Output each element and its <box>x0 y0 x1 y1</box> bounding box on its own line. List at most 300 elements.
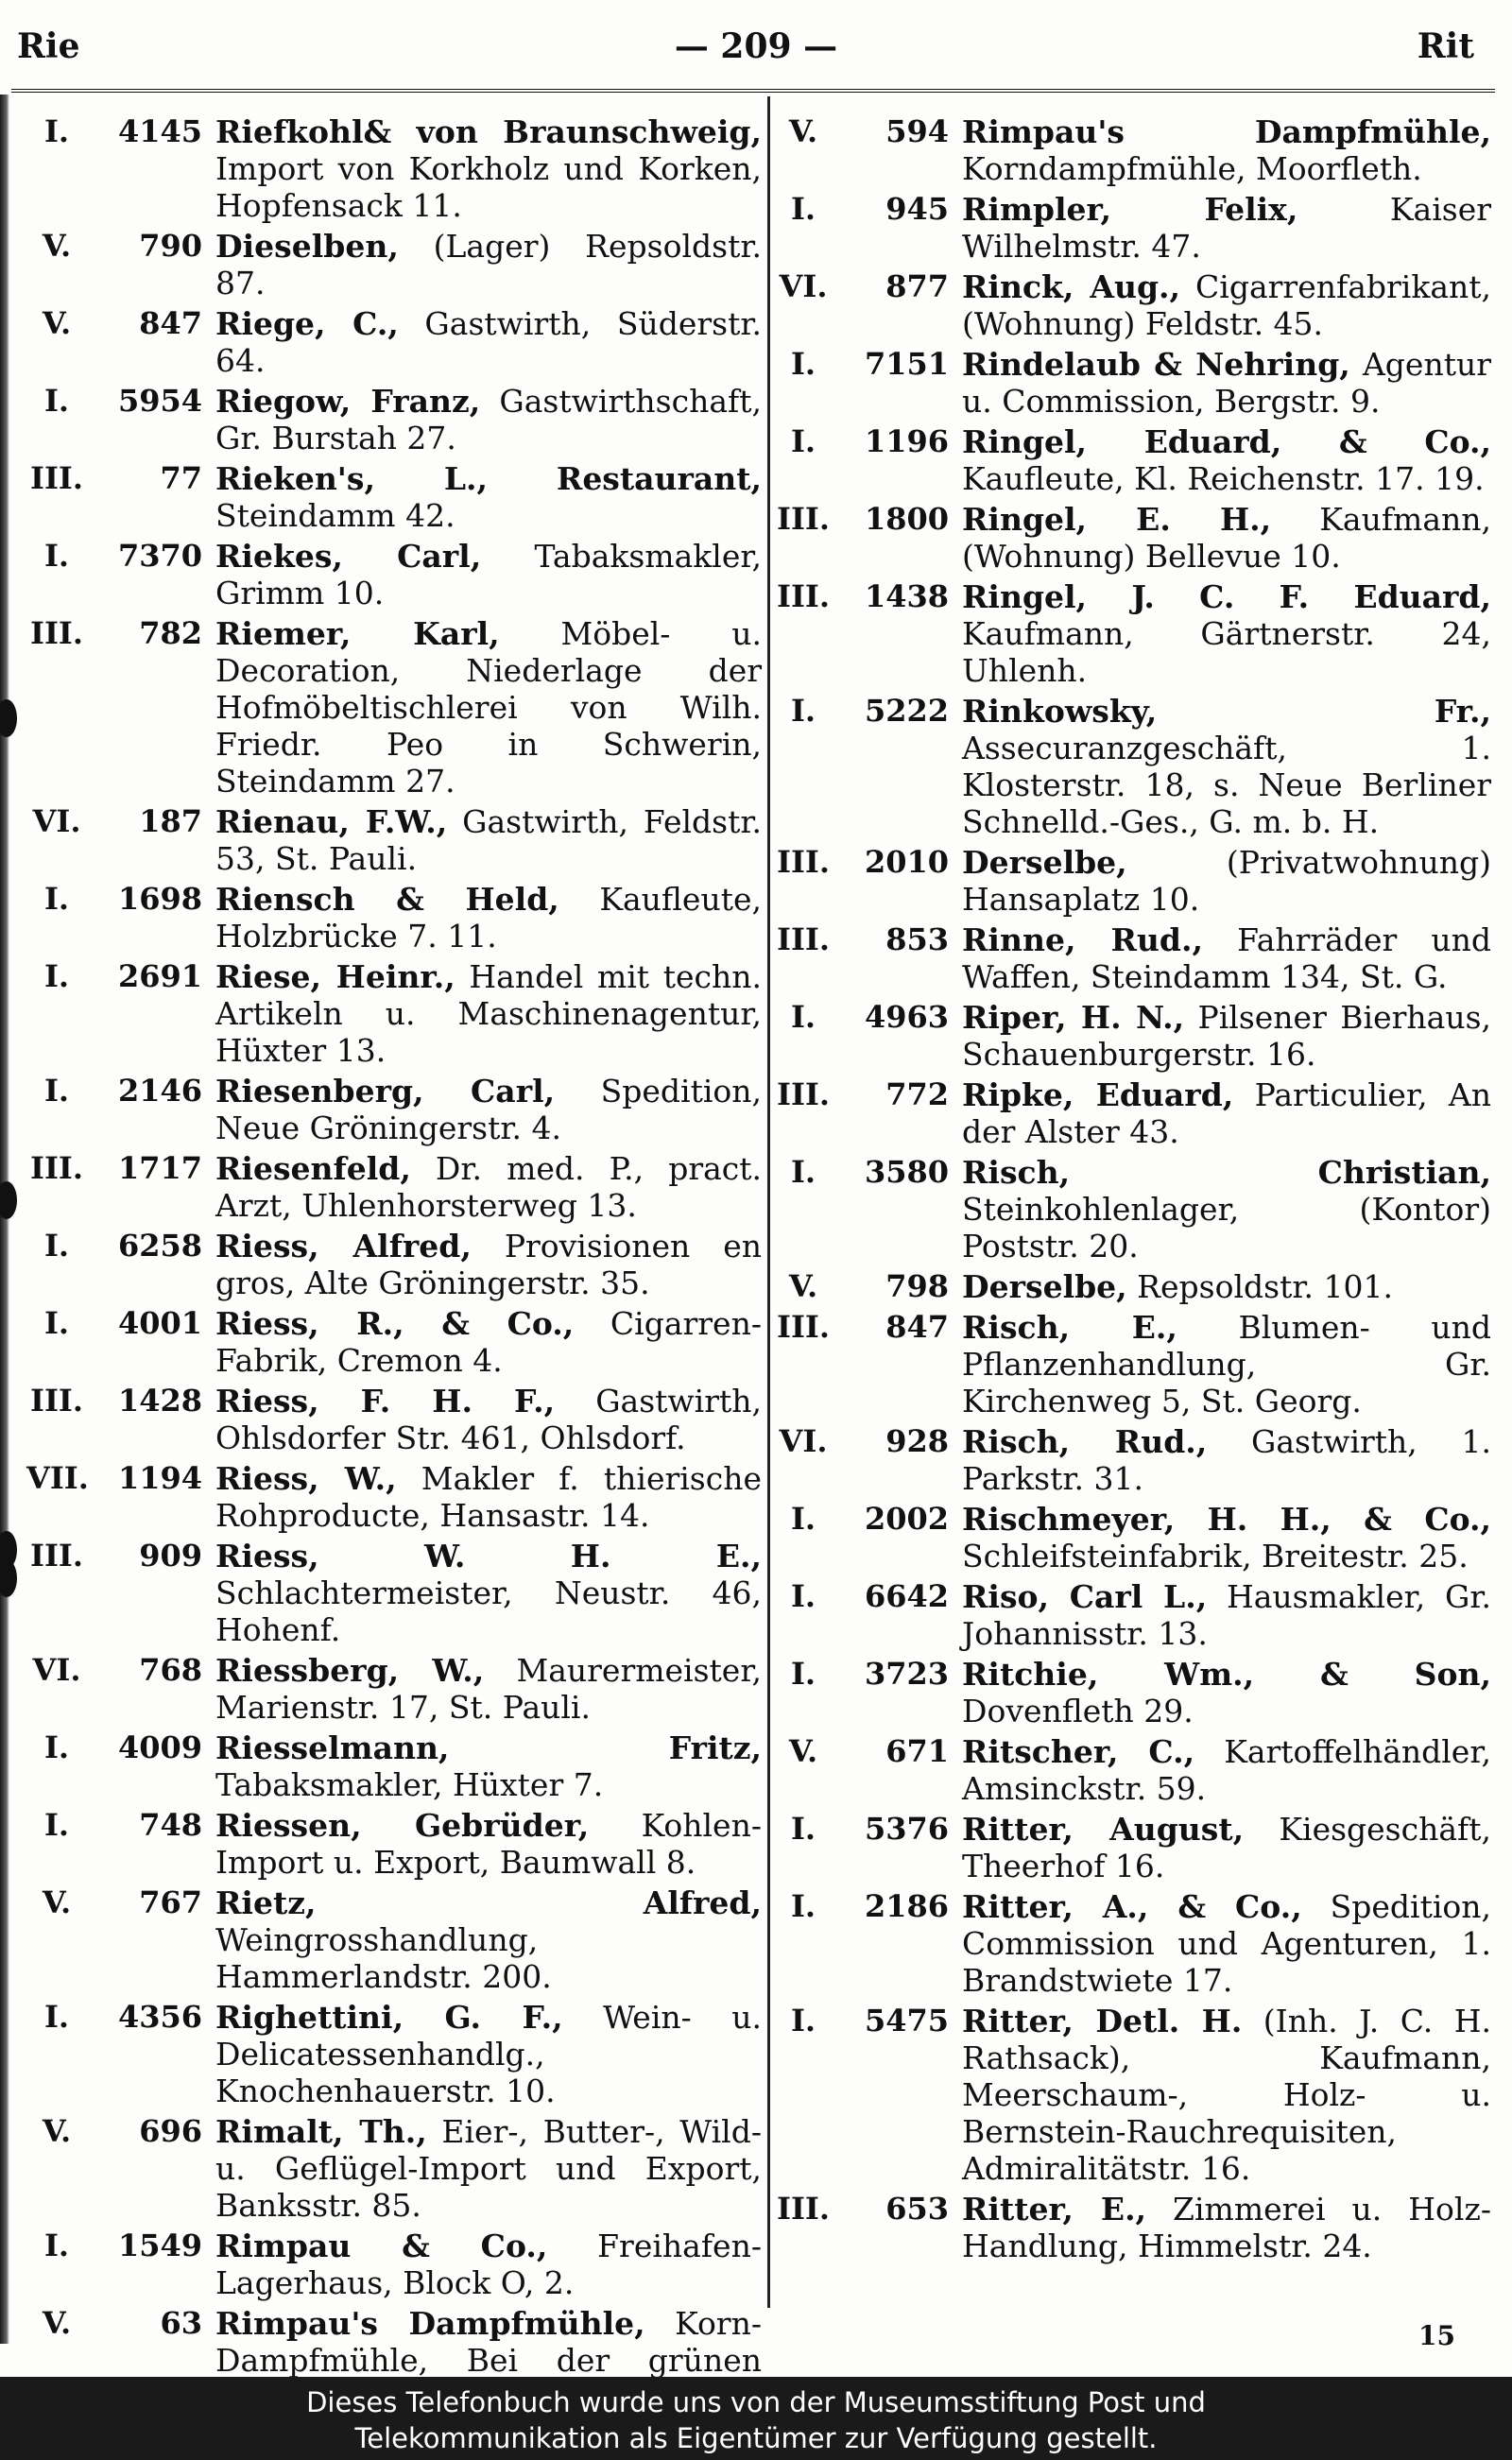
subscriber-details: Blumen- und Pflanzenhandlung, Gr. Kirchenweg 5, St. Georg. <box>962 1309 1492 1419</box>
directory-entry <box>26 1383 762 1456</box>
exchange-code: V. <box>42 1884 72 1920</box>
phone-number <box>26 2113 215 2150</box>
exchange-code: V. <box>788 1733 818 1769</box>
phone-number <box>773 693 962 730</box>
subscriber-details: Steindamm 42. <box>215 497 455 534</box>
entry-text <box>962 2003 1491 2187</box>
subscriber-name: Riess, R., & Co., <box>215 1305 575 1342</box>
directory-entry <box>26 1228 762 1301</box>
directory-entry <box>773 113 1491 187</box>
subscriber-name: Risch, Christian, <box>962 1154 1491 1191</box>
directory-entry <box>26 2113 762 2224</box>
subscriber-details: Makler f. thierische Rohproducte, Hansastr. 14. <box>215 1460 763 1534</box>
subscriber-name: Riper, H. N., <box>962 999 1185 1036</box>
subscriber-name: Ripke, Eduard, <box>962 1076 1234 1113</box>
entry-text <box>962 921 1491 995</box>
exchange-code: I. <box>43 1729 70 1765</box>
directory-entry <box>26 1073 762 1146</box>
line-number: 847 <box>139 305 202 341</box>
line-number: 2691 <box>117 958 202 994</box>
phone-number <box>773 844 962 881</box>
phone-number <box>773 268 962 305</box>
directory-entry <box>773 693 1491 840</box>
phone-number <box>26 113 215 150</box>
exchange-code: III. <box>29 1538 84 1574</box>
entry-text <box>962 1578 1491 1652</box>
phone-number <box>773 1578 962 1615</box>
exchange-code: VI. <box>779 268 828 304</box>
entry-text <box>215 228 762 301</box>
phone-number <box>773 423 962 460</box>
line-number: 653 <box>885 2191 949 2227</box>
subscriber-details: Kaufmann, Gärtnerstr. 24, Uhlenh. <box>962 615 1491 689</box>
subscriber-name: Riesenfeld, <box>215 1150 411 1187</box>
directory-entry <box>26 1999 762 2109</box>
exchange-code: I. <box>790 2003 816 2039</box>
exchange-code: III. <box>776 501 831 537</box>
subscriber-name: Riese, Heinr., <box>215 958 455 995</box>
subscriber-details: (Lager) Repsoldstr. 87. <box>215 228 762 301</box>
subscriber-name: Rimpau's Dampfmühle, <box>962 113 1491 150</box>
entry-text <box>215 1305 762 1379</box>
exchange-code: I. <box>43 1999 70 2035</box>
phone-number <box>773 1811 962 1848</box>
line-number: 1428 <box>117 1383 202 1419</box>
subscriber-details: Steinkohlenlager, (Kontor) Poststr. 20. <box>962 1191 1491 1264</box>
entry-text <box>215 1460 762 1534</box>
entry-text <box>215 1228 762 1301</box>
line-number: 5376 <box>864 1811 949 1847</box>
subscriber-details: Zimmerei u. Holz-Handlung, Himmelstr. 24. <box>962 2191 1491 2264</box>
subscriber-name: Ritter, Detl. H. <box>962 2003 1243 2039</box>
line-number: 77 <box>160 460 202 496</box>
directory-entry <box>773 1309 1491 1419</box>
entry-text <box>962 191 1491 265</box>
subscriber-details: Cigarrenfabrikant, (Wohnung) Feldstr. 45. <box>962 268 1491 342</box>
entry-text <box>962 1888 1491 1999</box>
directory-entry <box>26 460 762 534</box>
exchange-code: I. <box>43 1228 70 1264</box>
subscriber-name: Riess, W. H. E., <box>215 1538 762 1574</box>
exchange-code: III. <box>776 1076 831 1112</box>
line-number: 782 <box>139 615 202 651</box>
subscriber-name: Riekes, Carl, <box>215 538 482 575</box>
exchange-code: I. <box>43 538 70 574</box>
phone-number <box>26 803 215 840</box>
exchange-code: I. <box>790 346 816 382</box>
entry-text <box>962 1656 1491 1729</box>
directory-entry <box>773 1578 1491 1652</box>
subscriber-details: Kiesgeschäft, Theerhof 16. <box>962 1811 1491 1884</box>
subscriber-name: Riso, Carl L., <box>962 1578 1208 1615</box>
subscriber-details: Particulier, An der Alster 43. <box>962 1076 1491 1150</box>
phone-number <box>773 1154 962 1191</box>
directory-entry <box>26 1150 762 1224</box>
footer-line-1: Dieses Telefonbuch wurde uns von der Museumsstiftung Post und <box>306 2386 1206 2418</box>
entry-text <box>962 1811 1491 1884</box>
subscriber-name: Riessen, Gebrüder, <box>215 1807 590 1844</box>
exchange-code: V. <box>42 2113 72 2149</box>
line-number: 4145 <box>117 113 202 149</box>
line-number: 187 <box>139 803 202 839</box>
line-number: 2010 <box>864 844 949 880</box>
subscriber-name: Dieselben, <box>215 228 399 265</box>
line-number: 7151 <box>864 346 949 382</box>
subscriber-details: Tabaksmakler, Grimm 10. <box>215 538 762 611</box>
entry-text <box>962 2191 1491 2264</box>
phone-number <box>773 578 962 615</box>
directory-entry <box>26 305 762 379</box>
line-number: 671 <box>885 1733 949 1769</box>
entry-text <box>215 1073 762 1146</box>
exchange-code: I. <box>790 1888 816 1924</box>
entry-text <box>962 1076 1491 1150</box>
line-number: 1800 <box>864 501 949 537</box>
subscriber-details: Kaufleute, Kl. Reichenstr. 17. 19. <box>962 460 1485 497</box>
entry-text <box>962 1423 1491 1497</box>
entry-text <box>215 881 762 955</box>
entry-text <box>962 578 1491 689</box>
directory-entry <box>26 228 762 301</box>
phone-number <box>26 1305 215 1342</box>
subscriber-details: Schleifsteinfabrik, Breitestr. 25. <box>962 1538 1469 1574</box>
directory-entry <box>773 1423 1491 1497</box>
entry-text <box>962 346 1491 420</box>
directory-entry <box>26 383 762 456</box>
exchange-code: III. <box>29 615 84 651</box>
left-column <box>26 113 762 2377</box>
exchange-code: I. <box>790 1501 816 1537</box>
entry-text <box>962 1154 1491 1264</box>
entry-text <box>215 1999 762 2109</box>
subscriber-name: Riefkohl& von Braunschweig, <box>215 113 762 150</box>
subscriber-name: Rindelaub & Nehring, <box>962 346 1350 383</box>
exchange-code: I. <box>43 2228 70 2263</box>
directory-entry <box>26 958 762 1069</box>
phone-number <box>26 1228 215 1264</box>
line-number: 5222 <box>864 693 949 729</box>
header-rule <box>11 89 1495 93</box>
line-number: 2186 <box>864 1888 949 1924</box>
entry-text <box>962 844 1491 918</box>
page-header <box>0 0 1512 95</box>
exchange-code: III. <box>776 2191 831 2227</box>
phone-number <box>26 460 215 497</box>
line-number: 7370 <box>117 538 202 574</box>
line-number: 1194 <box>117 1460 202 1496</box>
subscriber-name: Riegow, Franz, <box>215 383 481 420</box>
entry-text <box>962 1501 1491 1574</box>
exchange-code: V. <box>788 113 818 149</box>
exchange-code: V. <box>42 305 72 341</box>
directory-entry <box>773 423 1491 497</box>
subscriber-details: Kaufmann, (Wohnung) Bellevue 10. <box>962 501 1492 575</box>
directory-entry <box>773 1076 1491 1150</box>
subscriber-details: Gastwirthschaft, Gr. Burstah 27. <box>215 383 762 456</box>
directory-entry <box>773 2003 1491 2187</box>
exchange-code: V. <box>42 2305 72 2341</box>
subscriber-name: Ritter, August, <box>962 1811 1245 1848</box>
directory-entry <box>26 881 762 955</box>
subscriber-details: Korndampfmühle, Moorfleth. <box>962 150 1422 187</box>
exchange-code: III. <box>29 1383 84 1419</box>
footer-line-2: Telekommunikation als Eigentümer zur Verfügung gestellt. <box>354 2422 1158 2454</box>
phone-number <box>773 1309 962 1346</box>
subscriber-name: Risch, Rud., <box>962 1423 1208 1460</box>
phone-number <box>26 1383 215 1419</box>
page-binding-edge <box>0 95 9 2344</box>
phone-number <box>773 1501 962 1538</box>
entry-text <box>215 1150 762 1224</box>
line-number: 945 <box>885 191 949 227</box>
line-number: 798 <box>885 1268 949 1304</box>
phone-number <box>773 1268 962 1305</box>
subscriber-details: Weingrosshandlung, Hammerlandstr. 200. <box>215 1921 552 1995</box>
exchange-code: VI. <box>32 1652 81 1688</box>
subscriber-name: Riensch & Held, <box>215 881 559 918</box>
subscriber-name: Righettini, G. F., <box>215 1999 563 2036</box>
exchange-code: I. <box>43 881 70 917</box>
subscriber-details: Gastwirth, Ohlsdorfer Str. 461, Ohlsdorf. <box>215 1383 762 1456</box>
phone-number <box>773 1076 962 1113</box>
phone-number <box>773 113 962 150</box>
directory-entry <box>773 844 1491 918</box>
entry-text <box>215 1807 762 1881</box>
subscriber-name: Ritchie, Wm., & Son, <box>962 1656 1491 1693</box>
phone-number <box>773 501 962 538</box>
phone-number <box>773 2191 962 2228</box>
entry-text <box>215 2228 762 2301</box>
entry-text <box>215 1652 762 1726</box>
exchange-code: I. <box>43 1807 70 1843</box>
directory-entry <box>26 538 762 611</box>
phone-number <box>26 305 215 342</box>
directory-entry <box>26 615 762 800</box>
subscriber-name: Riess, W., <box>215 1460 397 1497</box>
subscriber-details: Import von Korkholz und Korken, Hopfensack 11. <box>215 150 762 224</box>
line-number: 2002 <box>864 1501 949 1537</box>
exchange-code: VII. <box>26 1460 89 1496</box>
exchange-code: I. <box>43 1073 70 1109</box>
line-number: 4009 <box>117 1729 202 1765</box>
subscriber-details: Spedition, Commission und Agenturen, 1. Brandstwiete 17. <box>962 1888 1491 1999</box>
exchange-code: III. <box>776 1309 831 1345</box>
phone-number <box>26 228 215 265</box>
subscriber-name: Riessberg, W., <box>215 1652 485 1689</box>
subscriber-details: Möbel- u. Decoration, Niederlage der Hofmöbeltischlerei von Wilh. Friedr. Peo in Schwerin, Steindamm 27. <box>215 615 762 800</box>
entry-text <box>962 1733 1491 1807</box>
directory-entry <box>773 2191 1491 2264</box>
directory-entry <box>26 2305 762 2377</box>
subscriber-details: Repsoldstr. 101. <box>1137 1268 1393 1305</box>
subscriber-details: (Privatwohnung) Hansaplatz 10. <box>962 844 1491 918</box>
exchange-code: III. <box>776 578 831 614</box>
subscriber-details: Provisionen en gros, Alte Gröningerstr. 35. <box>215 1228 762 1301</box>
phone-number <box>26 1652 215 1689</box>
line-number: 4001 <box>117 1305 202 1341</box>
subscriber-details: Spedition, Neue Gröningerstr. 4. <box>215 1073 762 1146</box>
binding-hole <box>0 1559 17 1597</box>
phone-number <box>26 2228 215 2264</box>
exchange-code: I. <box>790 1578 816 1614</box>
entry-text <box>215 803 762 877</box>
phone-number <box>773 1888 962 1925</box>
directory-entry <box>773 1154 1491 1264</box>
entry-text <box>215 113 762 224</box>
directory-entry <box>26 1729 762 1803</box>
phone-number <box>773 1423 962 1460</box>
line-number: 1717 <box>117 1150 202 1186</box>
phone-number <box>26 1538 215 1574</box>
exchange-code: III. <box>29 460 84 496</box>
phone-number <box>26 958 215 995</box>
directory-entry <box>773 346 1491 420</box>
subscriber-name: Ritter, A., & Co., <box>962 1888 1302 1925</box>
directory-entry <box>773 1656 1491 1729</box>
exchange-code: I. <box>790 423 816 459</box>
subscriber-name: Ringel, J. C. F. Eduard, <box>962 578 1491 615</box>
entry-text <box>962 423 1491 497</box>
subscriber-name: Derselbe, <box>962 844 1127 881</box>
phone-number <box>26 1884 215 1921</box>
exchange-code: I. <box>790 1811 816 1847</box>
directory-entry <box>773 921 1491 995</box>
exchange-code: I. <box>43 113 70 149</box>
subscriber-details: Dovenfleth 29. <box>962 1693 1194 1729</box>
line-number: 3723 <box>864 1656 949 1692</box>
entry-text <box>215 2113 762 2224</box>
header-right-keyword: Rit <box>1417 26 1474 66</box>
subscriber-details: Freihafen-Lagerhaus, Block O, 2. <box>215 2228 762 2301</box>
exchange-code: III. <box>776 844 831 880</box>
binding-hole <box>0 1181 17 1219</box>
phone-number <box>26 1460 215 1497</box>
entry-text <box>215 1538 762 1648</box>
subscriber-details: Handel mit techn. Artikeln u. Maschinenagentur, Hüxter 13. <box>215 958 762 1069</box>
subscriber-name: Rimalt, Th., <box>215 2113 427 2150</box>
line-number: 767 <box>139 1884 202 1920</box>
exchange-code: I. <box>790 693 816 729</box>
exchange-code: I. <box>790 1154 816 1190</box>
line-number: 2146 <box>117 1073 202 1109</box>
subscriber-name: Ritter, E., <box>962 2191 1147 2228</box>
subscriber-details: Schlachtermeister, Neustr. 46, Hohenf. <box>215 1574 762 1648</box>
entry-text <box>215 1383 762 1456</box>
phone-number <box>26 1807 215 1844</box>
exchange-code: I. <box>43 1305 70 1341</box>
subscriber-details: Korn-Dampfmühle, Bei der grünen <box>215 2305 762 2377</box>
line-number: 1196 <box>864 423 949 459</box>
entry-text <box>962 1309 1491 1419</box>
entry-text <box>215 460 762 534</box>
exchange-code: III. <box>29 1150 84 1186</box>
phone-number <box>773 2003 962 2039</box>
subscriber-name: Riesselmann, Fritz, <box>215 1729 762 1766</box>
sheet-mark: 15 <box>1418 2320 1455 2351</box>
directory-entry <box>26 113 762 224</box>
page-number: — 209 — <box>674 26 838 66</box>
phone-number <box>773 999 962 1036</box>
line-number: 928 <box>885 1423 949 1459</box>
entry-text <box>215 2305 762 2377</box>
phone-number <box>26 615 215 652</box>
exchange-code: I. <box>43 958 70 994</box>
line-number: 768 <box>139 1652 202 1688</box>
subscriber-details: Gastwirth, Feldstr. 53, St. Pauli. <box>215 803 762 877</box>
line-number: 772 <box>885 1076 949 1112</box>
subscriber-details: Gastwirth, 1. Parkstr. 31. <box>962 1423 1491 1497</box>
subscriber-name: Riess, Alfred, <box>215 1228 472 1264</box>
line-number: 748 <box>139 1807 202 1843</box>
entry-text <box>962 268 1491 342</box>
subscriber-details: Fahrräder und Waffen, Steindamm 134, St. G. <box>962 921 1492 995</box>
directory-entry <box>26 1305 762 1379</box>
directory-entry <box>773 268 1491 342</box>
entry-text <box>962 999 1491 1073</box>
directory-entry <box>773 1501 1491 1574</box>
line-number: 4356 <box>117 1999 202 2035</box>
subscriber-details: Tabaksmakler, Hüxter 7. <box>215 1766 604 1803</box>
subscriber-details: Kaiser Wilhelmstr. 47. <box>962 191 1491 265</box>
entry-text <box>215 1884 762 1995</box>
directory-entry <box>26 803 762 877</box>
subscriber-name: Ringel, E. H., <box>962 501 1272 538</box>
subscriber-name: Rieken's, L., Restaurant, <box>215 460 762 497</box>
entry-text <box>215 538 762 611</box>
line-number: 847 <box>885 1309 949 1345</box>
subscriber-details: Kaufleute, Holzbrücke 7. 11. <box>215 881 762 955</box>
subscriber-name: Riesenberg, Carl, <box>215 1073 556 1110</box>
copyright-footer <box>0 2377 1512 2460</box>
phone-number <box>773 1656 962 1693</box>
subscriber-details: Cigarren-Fabrik, Cremon 4. <box>215 1305 762 1379</box>
header-left-keyword: Rie <box>17 26 80 66</box>
phone-number <box>773 346 962 383</box>
entry-text <box>215 615 762 800</box>
line-number: 1549 <box>117 2228 202 2263</box>
phone-number <box>26 881 215 918</box>
subscriber-details: Assecuranzgeschäft, 1. Klosterstr. 18, s. Neue Berliner Schnelld.-Ges., G. m. b. H. <box>962 730 1491 840</box>
directory-entry <box>26 2228 762 2301</box>
subscriber-details: Kartoffelhändler, Amsinckstr. 59. <box>962 1733 1491 1807</box>
line-number: 63 <box>160 2305 202 2341</box>
phone-number <box>26 1150 215 1187</box>
entry-text <box>215 958 762 1069</box>
subscriber-name: Rimpau's Dampfmühle, <box>215 2305 645 2342</box>
line-number: 853 <box>885 921 949 957</box>
exchange-code: I. <box>43 383 70 419</box>
directory-entry <box>26 1884 762 1995</box>
subscriber-name: Derselbe, <box>962 1268 1127 1305</box>
column-divider <box>767 96 770 2308</box>
phone-number <box>26 1073 215 1110</box>
directory-entry <box>26 1807 762 1881</box>
directory-entry <box>773 1811 1491 1884</box>
entry-text <box>962 113 1491 187</box>
entry-text <box>215 1729 762 1803</box>
phone-number <box>26 383 215 420</box>
exchange-code: III. <box>776 921 831 957</box>
subscriber-name: Rietz, Alfred, <box>215 1884 762 1921</box>
subscriber-name: Ritscher, C., <box>962 1733 1195 1770</box>
entry-text <box>962 1268 1491 1305</box>
directory-entry <box>773 191 1491 265</box>
exchange-code: I. <box>790 191 816 227</box>
line-number: 790 <box>139 228 202 264</box>
subscriber-name: Ringel, Eduard, & Co., <box>962 423 1491 460</box>
subscriber-name: Risch, E., <box>962 1309 1177 1346</box>
line-number: 877 <box>885 268 949 304</box>
